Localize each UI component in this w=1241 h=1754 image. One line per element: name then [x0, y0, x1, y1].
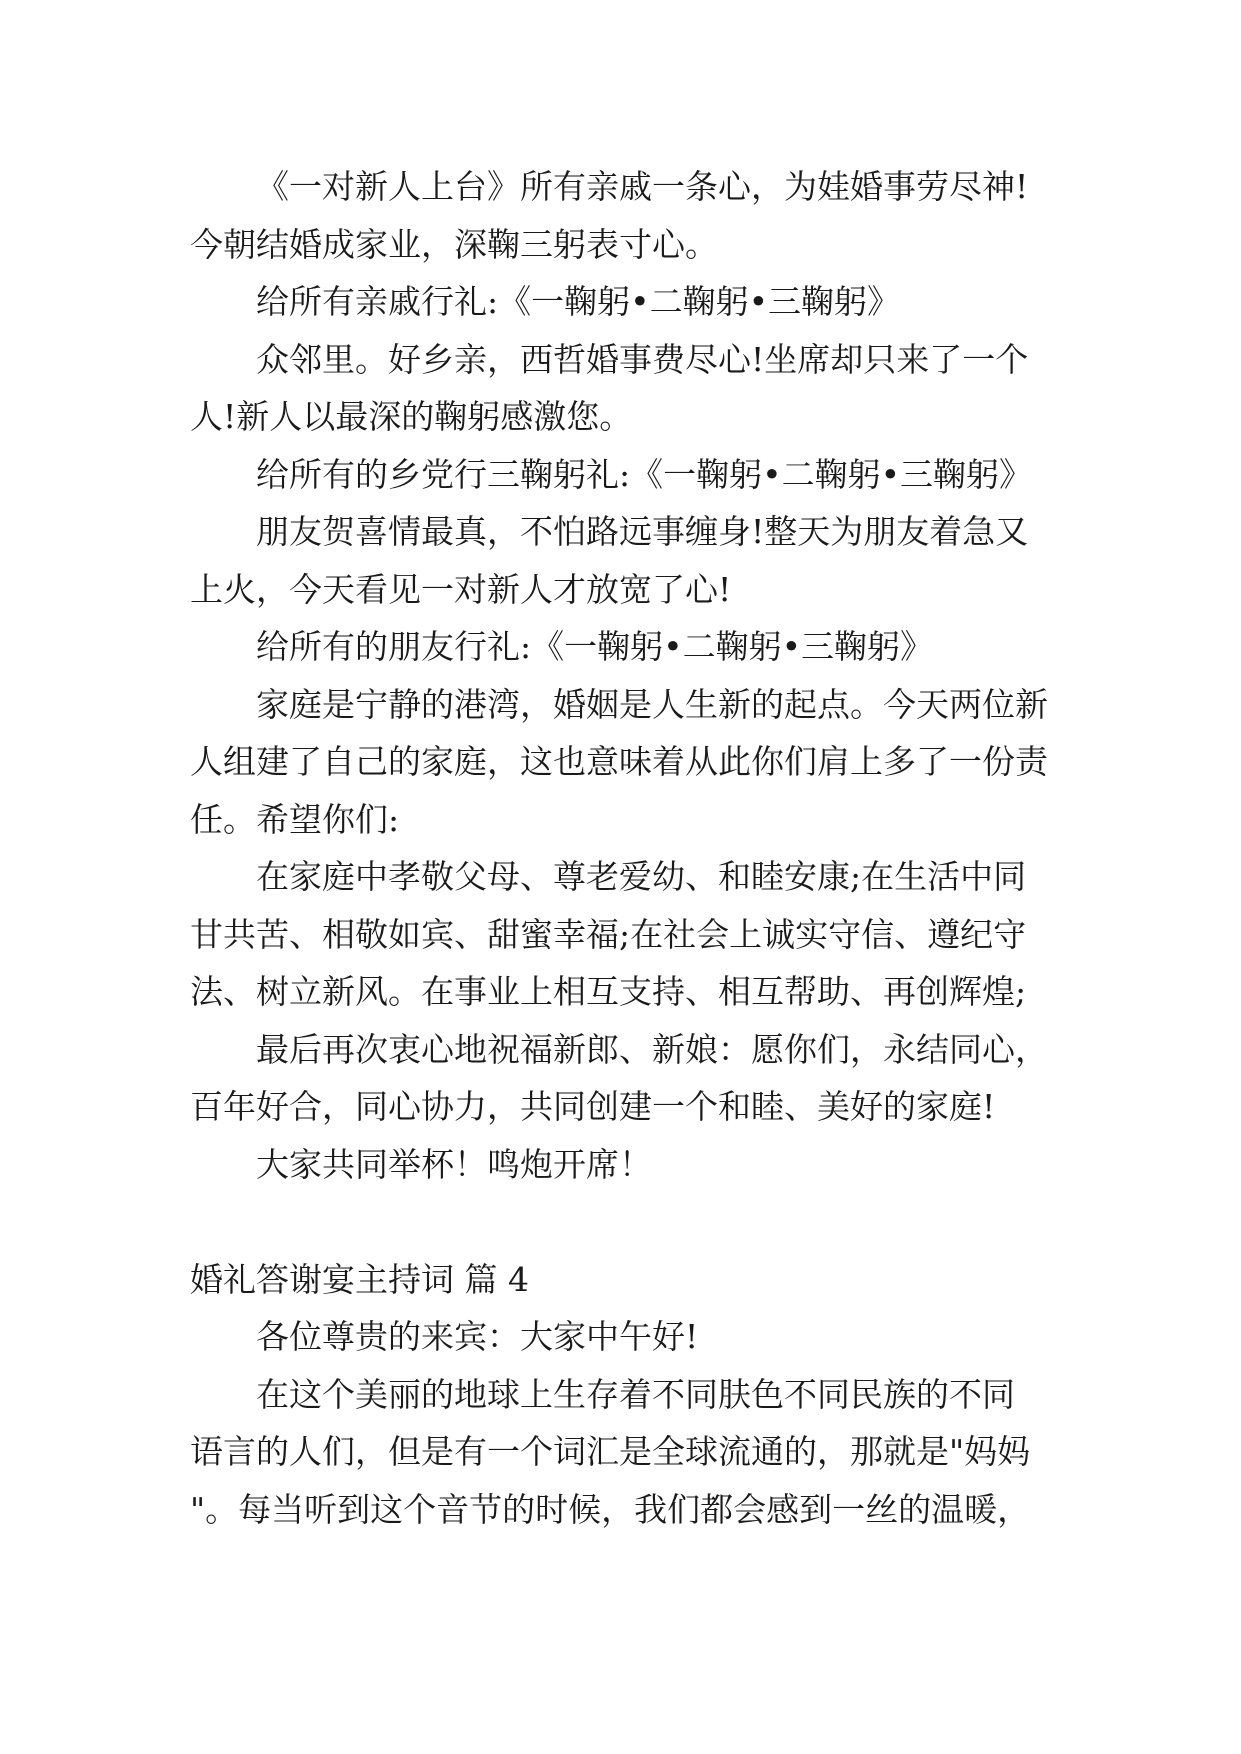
text-line: 法、树立新风。在事业上相互支持、相互帮助、再创辉煌;	[190, 972, 1027, 1011]
text-line: 甘共苦、相敬如宾、甜蜜幸福;在社会上诚实守信、遵纪守	[190, 914, 1027, 954]
section-spacer	[190, 1193, 1072, 1251]
text-line: 各位尊贵的来宾：大家中午好!	[256, 1317, 699, 1356]
text-line: 众邻里。好乡亲，西哲婚事费尽心!坐席却只来了一个	[256, 339, 1029, 379]
text-line: 大家共同举杯！鸣炮开席！	[256, 1144, 652, 1184]
text-line: 任。希望你们:	[190, 799, 400, 839]
text-line: 百年好合，同心协力，共同创建一个和睦、美好的家庭!	[190, 1087, 996, 1126]
text-line: 今朝结婚成家业，深鞠三躬表寸心。	[190, 224, 718, 264]
text-line: 语言的人们，但是有一个词汇是全球流通的，那就是"妈妈	[190, 1432, 1031, 1471]
text-line: 给所有的朋友行礼:《一鞠躬•二鞠躬•三鞠躬》	[256, 627, 934, 666]
text-line: "。每当听到这个音节的时候，我们都会感到一丝的温暖，	[190, 1489, 1031, 1529]
text-line: 给所有亲戚行礼:《一鞠躬•二鞠躬•三鞠躬》	[256, 282, 901, 321]
text-line: 给所有的乡党行三鞠躬礼:《一鞠躬•二鞠躬•三鞠躬》	[256, 454, 1033, 494]
text-line: 在这个美丽的地球上生存着不同肤色不同民族的不同	[256, 1374, 1015, 1414]
text-line: 最后再次衷心地祝福新郎、新娘：愿你们，永结同心，	[256, 1029, 1048, 1069]
text-line: 《一对新人上台》所有亲戚一条心，为娃婚事劳尽神!	[256, 167, 1029, 206]
section-heading: 婚礼答谢宴主持词 篇 4	[190, 1259, 529, 1299]
text-line: 人组建了自己的家庭，这也意味着从此你们肩上多了一份责	[190, 742, 1048, 781]
text-line: 上火，今天看见一对新人才放宽了心!	[190, 569, 732, 609]
text-line: 在家庭中孝敬父母、尊老爱幼、和睦安康;在生活中同	[256, 857, 1027, 896]
text-line: 家庭是宁静的港湾，婚姻是人生新的起点。今天两位新	[256, 684, 1048, 724]
text-line: 朋友贺喜情最真，不怕路远事缠身!整天为朋友着急又	[256, 512, 1029, 551]
text-line: 人!新人以最深的鞠躬感激您。	[190, 397, 633, 436]
document-body	[190, 158, 1072, 1538]
